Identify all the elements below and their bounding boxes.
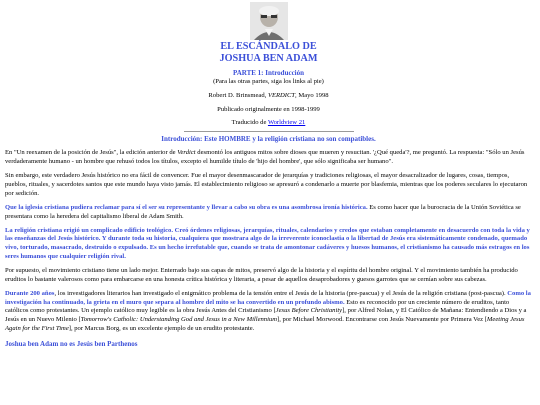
paragraph-5: Por supuesto, el movimiento cristiano tiene un lado mejor. Enterrado bajo sus capas de mitos, preservó algo de la historia y el espíritu del hombre original. Y el movimiento también ha producido eruditos lo bastante valerosos como para embarcarse en una honesta crítica histórica y literaria, a pesar de aquellos desaprobadores y guesos garrotes que se cernían sobre sus cabezas. <box>5 267 518 283</box>
divider <box>184 131 354 132</box>
published-note: Publicado originalmente en 1998-1999 <box>217 105 320 113</box>
publication-name: VERDICT <box>267 92 296 99</box>
worldview21-link[interactable]: Worldview 21 <box>267 119 306 127</box>
part-note: (Para las otras partes, siga los links al pie) <box>213 78 324 86</box>
intro-heading: Introducción: Este HOMBRE y la religión cristiana no son compatibles. <box>161 135 376 144</box>
paragraph-6: Durante 200 años, los investigadores literarios han investigado el enigmático problema de la tensión entre el Jesús de la historia (pre-pascua) y el Jesús de la religión cristiana (post-pascua). Como la investigación ha continuado, la grieta en el muro que separa al hombre del mito se ha convertido en un profundo abismo. Esto es reconocido por un creciente número de eruditos, tanto católicos como protestantes. Un ejemplo católico muy legible es la obra Jesús Antes del Cristianismo [Jesus Before Christianity], por Alfred Nolan, y El Católico de Mañana: Entendiendo a Dios y a Jesús en un Nuevo Milenio [Tomorrow's Catholic: Understanding God and Jesus in a New Millennium], por Michael Morwood. Encontrarse con Jesús Nuevamente por Primera Vez [Meeting Jesus Again for the First Time], por Marcus Borg, es un excelente ejemplo de un erudito protestante. <box>5 289 531 332</box>
paragraph-4: La religión cristiana erigió un complicado edificio teológico. Creó órdenes religiosas, jerarquías, rituales, calendarios y credos que estaban completamente en desacuerdo con toda la vida y las enseñanzas del Jesús histórico. Y durante toda su historia, cualquiera que mostrara algo de la irreverente iconoclastia o la libertad de Jesús era sistemáticamente condenado, quemado vivo, torturado, masacrado, destruido o expulsado. Es un hecho irrefutable que, cuando se trata de amontonar cadáveres y huesos humanos, el cristianismo ha causado más estragos en los seres humanos que cualquier religión rival. <box>5 226 530 260</box>
translated-note: Traducido de Worldview 21 <box>231 119 306 127</box>
paragraph-2: Sin embargo, este verdadero Jesús histórico no era fácil de convencer. Fue el mayor desenmascarador de jerarquías y tradiciones religiosas, el mayor desacralizador de lugares, cosas, tiempos, pueblos, rituales, y sacerdotes santos que este mundo haya visto jamás. El establecimiento religioso se apresuró a condenarlo a muerte por blasfemia, mientras que los poderes seculares lo ejecutaron por sedición. <box>5 172 528 197</box>
article-header <box>5 2 532 144</box>
paragraph-3: Que la iglesia cristiana pudiera reclamar para sí el ser su representante y llevar a cabo su obra es una asombrosa ironía histórica. Es como hacer que la burocracia de la Unión Soviética se presentara como la heredera del capitalismo liberal de Adam Smith. <box>5 203 521 220</box>
section-heading: Joshua ben Adam no es Jesús ben Parthenos <box>5 339 138 348</box>
paragraph-1: En "Un reexamen de la posición de Jesús", la edición anterior de Verdict desmontó los antiguos mitos sobre dioses que mueren y resucitan. '¿Qué queda'?, me preguntó. La respuesta: "Sólo un Jesús verdaderamente humano - un hombre que rehusó todos los títulos, excepto el humilde título de 'hijo del hombre', que sólo significaba ser humano". <box>5 149 525 166</box>
page-title: EL ESCÁNDALO DE JOSHUA BEN ADAM <box>219 41 318 65</box>
author-photo <box>250 2 288 40</box>
byline: Robert D. Brinsmead, VERDICT, Mayo 1998 <box>208 92 329 99</box>
part-heading: PARTE 1: Introducción <box>232 69 305 78</box>
